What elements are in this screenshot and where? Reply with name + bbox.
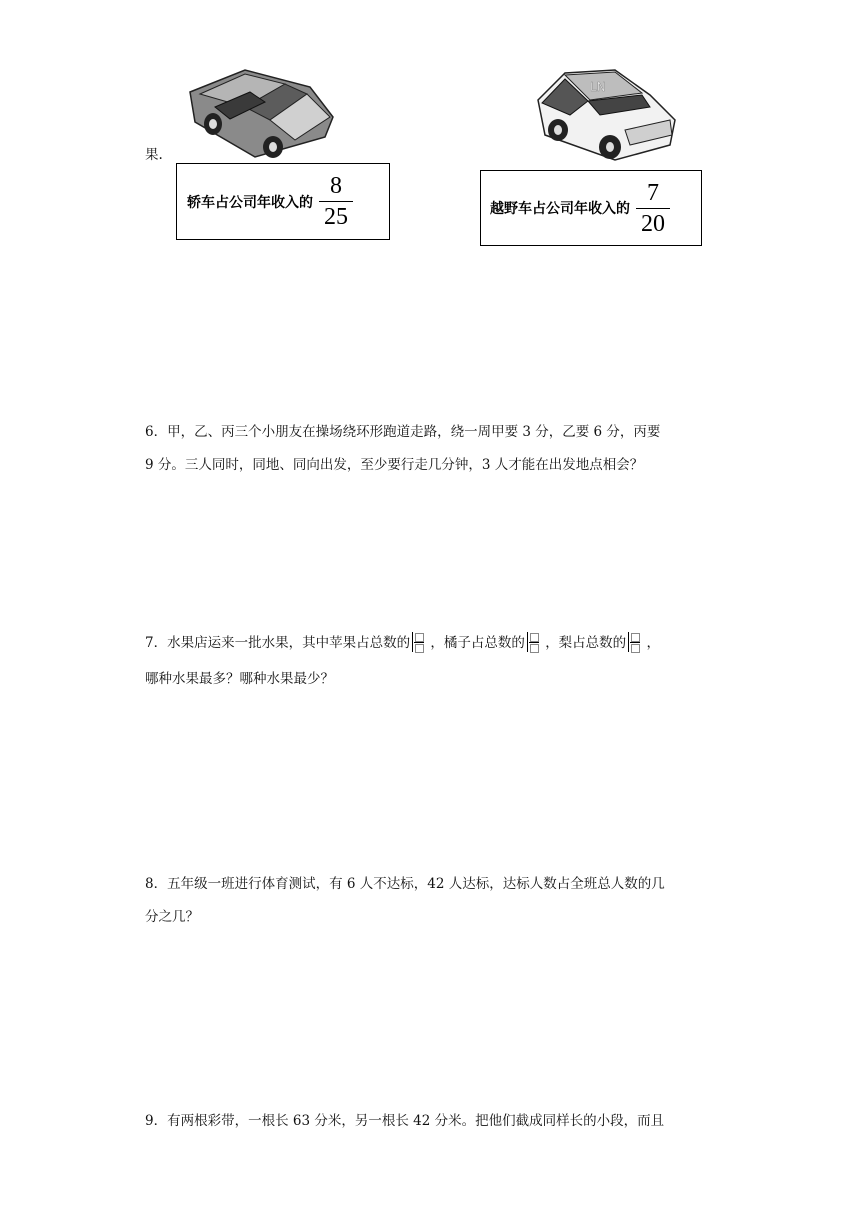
suv-fraction <box>636 180 670 237</box>
q8-line2: 分之几？ <box>145 909 199 925</box>
q7-part1: 7．水果店运来一批水果，其中苹果占总数的 <box>145 635 411 651</box>
q7-part2: ，橘子占总数的 <box>430 635 525 651</box>
suv-denominator: 20 <box>641 210 665 237</box>
q6-line1: 6．甲，乙、丙三个小朋友在操场绕环形跑道走路，绕一周甲要 3 分，乙要 6 分，丙要 <box>145 424 661 440</box>
q6-line2: 9 分。三人同时，同地、同向出发，至少要行走几分钟，3 人才能在出发地点相会？ <box>145 457 644 473</box>
suv-label: 越野车占公司年收入的 <box>490 201 630 217</box>
q7-line1 <box>145 628 660 658</box>
q7-part3: ，梨占总数的 <box>545 635 627 651</box>
pear-fraction-placeholder <box>627 631 641 653</box>
q7-part4: ， <box>646 635 660 651</box>
sedan-denominator: 25 <box>324 204 348 230</box>
sedan-numerator: 8 <box>330 173 342 199</box>
suv-car-image <box>530 65 678 165</box>
suv-numerator: 7 <box>647 179 659 206</box>
orange-fraction-placeholder <box>526 631 540 653</box>
sedan-label: 轿车占公司年收入的 <box>187 194 313 211</box>
q5-tail-text: 果. <box>145 147 163 163</box>
apple-fraction-placeholder <box>411 631 425 653</box>
sedan-fraction <box>319 173 353 230</box>
sedan-car-image <box>185 62 335 162</box>
q7-line2: 哪种水果最多？哪种水果最少？ <box>145 671 334 687</box>
q9-line1: 9．有两根彩带，一根长 63 分米，另一根长 42 分米。把他们截成同样长的小段，而且 <box>145 1113 665 1129</box>
sedan-fraction-box <box>176 163 390 240</box>
q8-line1: 8．五年级一班进行体育测试，有 6 人不达标，42 人达标，达标人数占全班总人数的几 <box>145 876 665 892</box>
svg-text:LN: LN <box>590 80 606 94</box>
suv-fraction-box <box>480 170 702 246</box>
